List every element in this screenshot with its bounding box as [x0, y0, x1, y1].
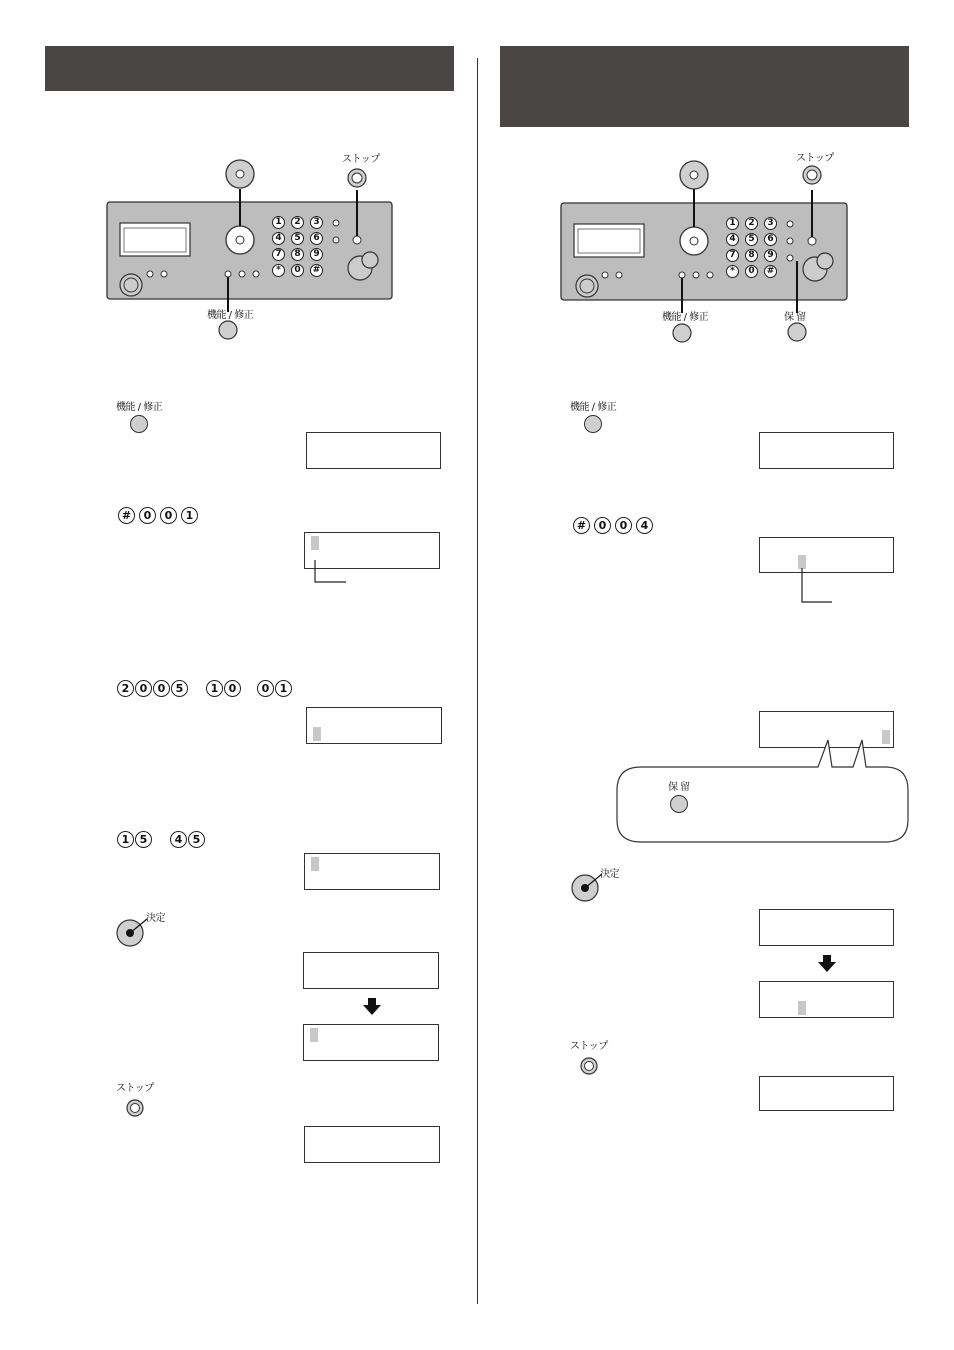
left-s1-func-label: 機能 / 修正 — [116, 402, 163, 413]
left-s3-keys-key-2[interactable]: 0 — [153, 680, 170, 697]
right-keypad-key-8[interactable]: 9 — [764, 249, 777, 262]
left-keypad-key-5[interactable]: 6 — [310, 232, 323, 245]
left-keypad-key-11[interactable]: # — [310, 264, 323, 277]
left-s5-set-label: 決定 — [146, 913, 165, 924]
right-keypad-key-4[interactable]: 5 — [745, 233, 758, 246]
left-s3-s3_day-key-1[interactable]: 1 — [275, 680, 292, 697]
right-keypad-key-6[interactable]: 7 — [726, 249, 739, 262]
left-s4-min-key-1[interactable]: 5 — [188, 831, 205, 848]
right-keypad-key-9[interactable]: * — [726, 265, 739, 278]
left-s4-min-key-0[interactable]: 4 — [170, 831, 187, 848]
right-s2-keys-key-0[interactable]: # — [573, 517, 590, 534]
left-stop-label: ストップ — [342, 154, 380, 165]
right-keypad-key-10[interactable]: 0 — [745, 265, 758, 278]
left-keypad-key-6[interactable]: 7 — [272, 248, 285, 261]
left-func-label: 機能 / 修正 — [207, 310, 254, 321]
left-s3-keys-key-1[interactable]: 0 — [135, 680, 152, 697]
left-s2-keys-key-1[interactable]: 0 — [139, 507, 156, 524]
left-keypad-key-9[interactable]: * — [272, 264, 285, 277]
right-keypad-key-5[interactable]: 6 — [764, 233, 777, 246]
right-keypad-key-3[interactable]: 4 — [726, 233, 739, 246]
left-s3-keys-key-3[interactable]: 5 — [171, 680, 188, 697]
right-keypad-key-11[interactable]: # — [764, 265, 777, 278]
left-keypad-key-3[interactable]: 4 — [272, 232, 285, 245]
left-s3-s3_month-key-1[interactable]: 0 — [224, 680, 241, 697]
right-stop-label: ストップ — [796, 153, 834, 164]
left-keypad-key-10[interactable]: 0 — [291, 264, 304, 277]
right-s2-keys-key-2[interactable]: 0 — [615, 517, 632, 534]
right-s4-set-label: 決定 — [600, 869, 619, 880]
right-keypad-key-0[interactable]: 1 — [726, 217, 739, 230]
right-s1-func-label: 機能 / 修正 — [570, 402, 617, 413]
left-s6-stop-label: ストップ — [116, 1083, 154, 1094]
right-s5-display — [759, 1076, 894, 1111]
right-keypad-key-1[interactable]: 2 — [745, 217, 758, 230]
left-s3-s3_month-key-0[interactable]: 1 — [206, 680, 223, 697]
left-keypad-key-7[interactable]: 8 — [291, 248, 304, 261]
left-s4-hour-key-1[interactable]: 5 — [135, 831, 152, 848]
right-keypad-key-7[interactable]: 8 — [745, 249, 758, 262]
left-s2-keys-key-2[interactable]: 0 — [160, 507, 177, 524]
right-func-label: 機能 / 修正 — [662, 312, 709, 323]
right-s2-keys-key-1[interactable]: 0 — [594, 517, 611, 534]
left-keypad-key-0[interactable]: 1 — [272, 216, 285, 229]
right-hold-label: 保 留 — [784, 312, 806, 323]
left-s3-s3_day-key-0[interactable]: 0 — [257, 680, 274, 697]
left-s3-keys-key-0[interactable]: 2 — [117, 680, 134, 697]
left-s2-keys-key-3[interactable]: 1 — [181, 507, 198, 524]
left-s2-keys-key-0[interactable]: # — [118, 507, 135, 524]
left-keypad-key-4[interactable]: 5 — [291, 232, 304, 245]
left-keypad-key-8[interactable]: 9 — [310, 248, 323, 261]
right-s3-hold-label: 保 留 — [668, 782, 690, 793]
right-s2-keys-key-3[interactable]: 4 — [636, 517, 653, 534]
right-s5-stop-label: ストップ — [570, 1041, 608, 1052]
left-keypad-key-1[interactable]: 2 — [291, 216, 304, 229]
left-s4-hour-key-0[interactable]: 1 — [117, 831, 134, 848]
right-keypad-key-2[interactable]: 3 — [764, 217, 777, 230]
left-keypad-key-2[interactable]: 3 — [310, 216, 323, 229]
